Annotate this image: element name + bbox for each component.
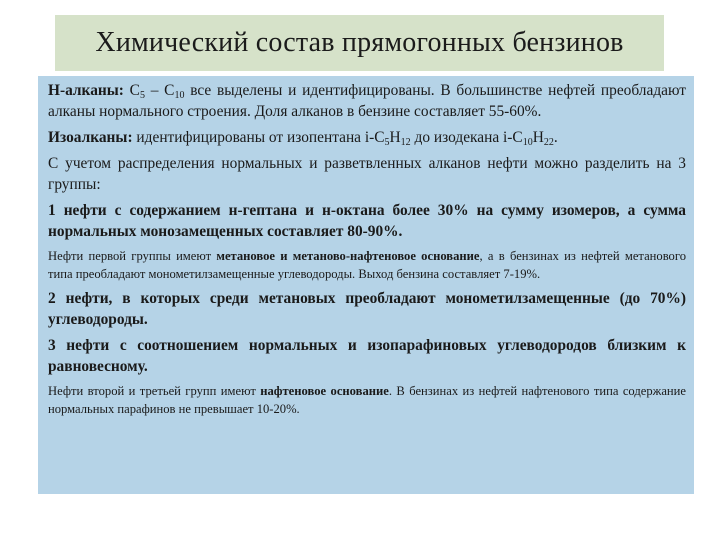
subscript: 10 [522, 137, 533, 148]
text-run: . В бензинах из нефтей нафтенового типа содержание нормальных парафинов не превышает 10-20%. [48, 384, 686, 416]
paragraph-group-1-note [48, 247, 686, 283]
paragraph-isoalkanes [48, 127, 686, 148]
paragraph-group-3: 3 нефти с соотношением нормальных и изопарафиновых углеводородов близким к равновесному. [48, 337, 686, 375]
text-run: Н [389, 129, 401, 146]
subscript: 12 [400, 137, 411, 148]
subscript: 5 [384, 137, 390, 148]
paragraph-group-2: 2 нефти, в которых среди метановых преобладают монометилзамещенные (до 70%) углеводороды. [48, 290, 686, 328]
text-run: , а в бензинах из нефтей метанового типа преобладают монометилзамещенные углеводороды. Выход бензина составляет 7-19%. [48, 249, 686, 281]
subscript: 10 [174, 90, 185, 101]
text-run: Нефти первой группы имеют [48, 249, 217, 263]
text-emphasis: нафтеновое основание [260, 384, 389, 398]
text-emphasis: метановое и метаново-нафтеновое основание [216, 249, 480, 263]
text-run: – С [144, 82, 175, 99]
paragraph-group-1: 1 нефти с содержанием н-гептана и н-октана более 30% на сумму изомеров, а сумма нормальных монозамещенных составляет 80-90%. [48, 202, 686, 240]
paragraph-groups-intro: С учетом распределения нормальных и разветвленных алканов нефти можно разделить на 3 группы: [48, 155, 686, 193]
paragraph-groups-2-3-note [48, 382, 686, 418]
subscript: 5 [139, 90, 145, 101]
title-banner [55, 15, 664, 71]
text-run: Нефти второй и третьей групп имеют [48, 384, 261, 398]
text-run: Н [532, 129, 544, 146]
paragraph-n-alkanes [48, 80, 686, 122]
text-run: С [123, 82, 140, 99]
text-run: идентифицированы от изопентана i-С [132, 129, 385, 146]
isoalkanes-label: Изоалканы: [48, 129, 133, 146]
content-panel [38, 76, 694, 494]
subscript: 22 [543, 137, 554, 148]
slide-title: Химический состав прямогонных бензинов [95, 27, 624, 58]
text-run: до изодекана i-С [410, 129, 523, 146]
text-run: . [553, 129, 558, 146]
text-run: все выделены и идентифицированы. В большинстве нефтей преобладают алканы нормального строения. Доля алканов в бензине составляет 55-60%. [48, 82, 687, 120]
n-alkanes-label: Н-алканы: [48, 82, 124, 99]
